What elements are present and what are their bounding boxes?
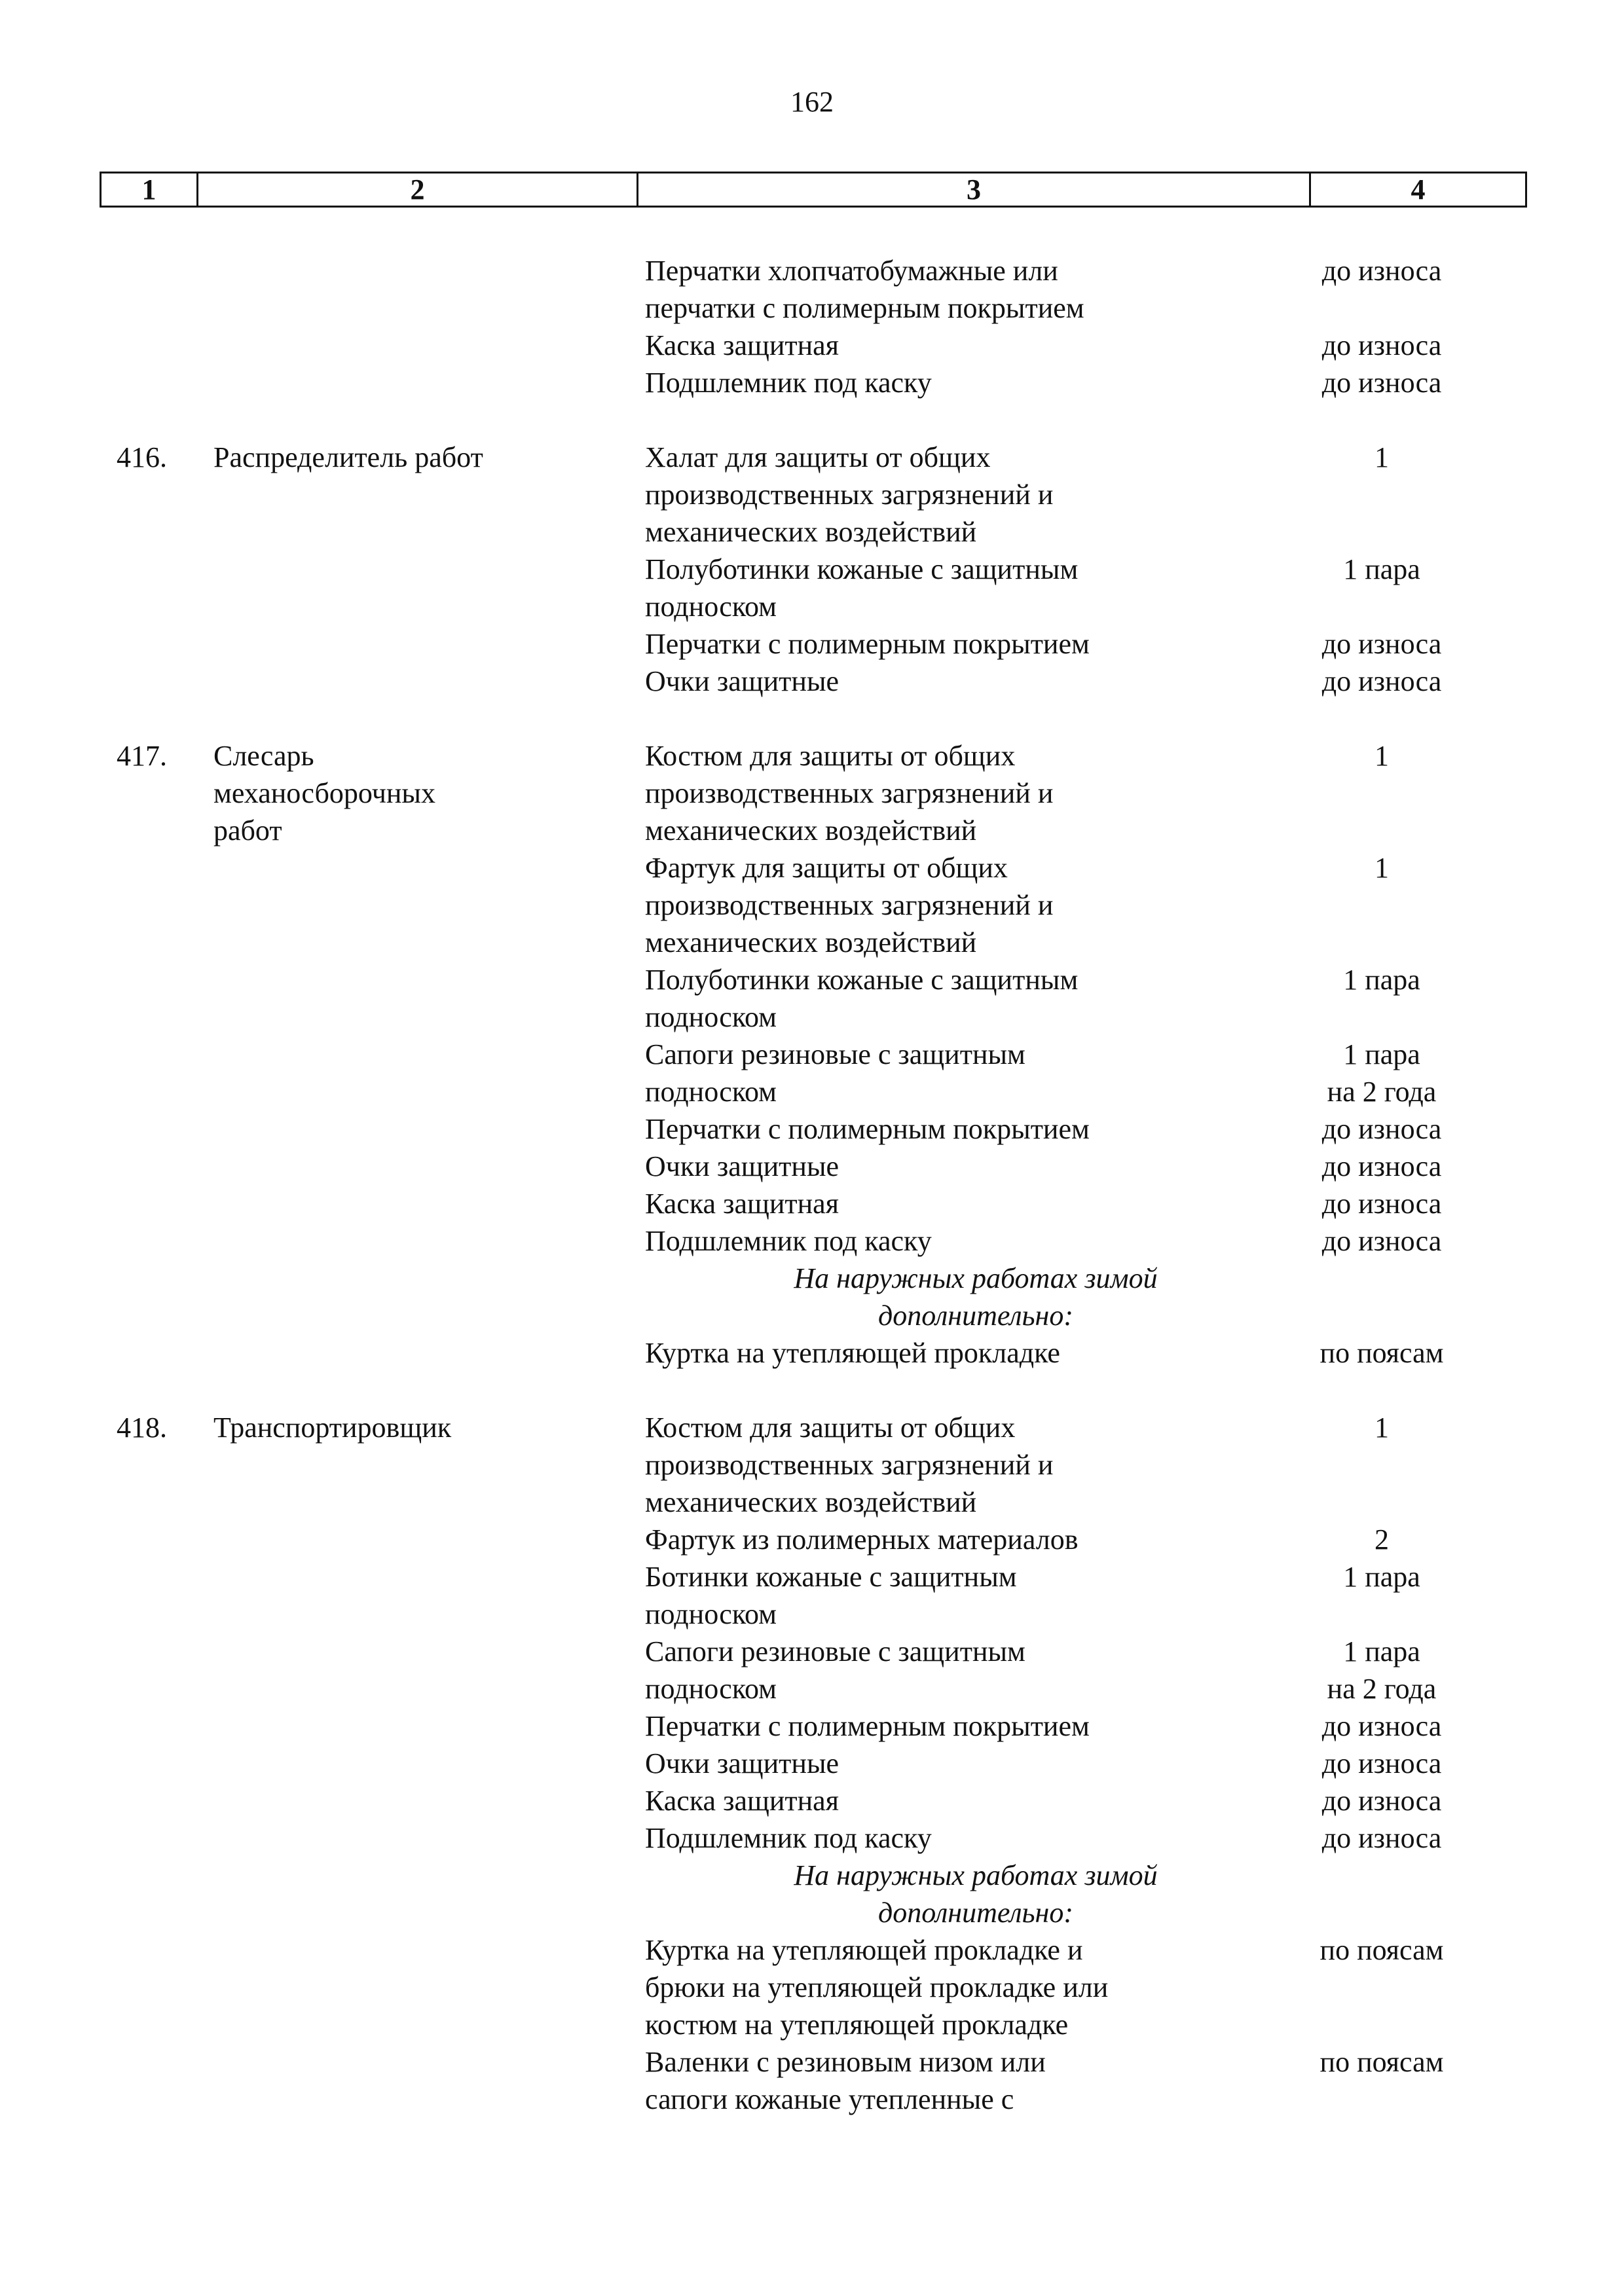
- ppe-norm-line: до износа: [1321, 665, 1442, 697]
- note-line: дополнительно:: [877, 1897, 1074, 1929]
- ppe-name-line: Каска защитная: [645, 1785, 839, 1817]
- ppe-norm: [1261, 252, 1503, 327]
- ppe-norm-line: 1: [1375, 441, 1389, 473]
- ppe-item: [0, 849, 1624, 961]
- ppe-norm-line: 1 пара: [1343, 1635, 1420, 1667]
- ppe-name-line: производственных загрязнений и: [645, 777, 1054, 809]
- table-row: [0, 252, 1624, 401]
- ppe-norm: [1261, 1782, 1503, 1819]
- ppe-norm: [1261, 1558, 1503, 1633]
- ppe-name-line: брюки на утепляющей прокладке или: [645, 1971, 1109, 2003]
- column-header-2: 2: [198, 173, 638, 206]
- ppe-name-line: производственных загрязнений и: [645, 1449, 1054, 1481]
- ppe-norm: [1261, 1409, 1503, 1521]
- ppe-norm: [1261, 1185, 1503, 1222]
- note-line: На наружных работах зимой: [794, 1262, 1158, 1294]
- table-row: [0, 737, 1624, 1372]
- ppe-item: [0, 1148, 1624, 1185]
- ppe-name: [645, 1558, 1234, 1633]
- ppe-norm-line: до износа: [1321, 1113, 1442, 1145]
- ppe-name: [645, 252, 1234, 327]
- ppe-norm: [1261, 1745, 1503, 1782]
- ppe-name-line: Сапоги резиновые с защитным: [645, 1038, 1025, 1070]
- row-number: 416.: [117, 441, 167, 473]
- ppe-name-line: производственных загрязнений и: [645, 479, 1054, 511]
- ppe-norm: [1261, 1633, 1503, 1707]
- ppe-name-line: Куртка на утепляющей прокладке: [645, 1337, 1060, 1369]
- ppe-name-line: Ботинки кожаные с защитным: [645, 1561, 1017, 1593]
- ppe-norm-line: 1: [1375, 740, 1389, 772]
- occupation-line: работ: [213, 814, 282, 847]
- ppe-item: [0, 252, 1624, 327]
- ppe-norm-line: до износа: [1321, 329, 1442, 361]
- ppe-norm-line: на 2 года: [1327, 1076, 1437, 1108]
- ppe-norm-line: на 2 года: [1327, 1673, 1437, 1705]
- occupation-name: [213, 737, 554, 849]
- ppe-norm-line: до износа: [1321, 628, 1442, 660]
- ppe-name-line: подноском: [645, 591, 777, 623]
- ppe-name-line: подноском: [645, 1673, 777, 1705]
- ppe-name: [645, 2043, 1234, 2118]
- ppe-name-line: подноском: [645, 1076, 777, 1108]
- ppe-norm: [1261, 551, 1503, 625]
- ppe-name: [645, 327, 1234, 364]
- ppe-norm: [1261, 327, 1503, 364]
- ppe-name: [645, 1707, 1234, 1745]
- ppe-name-line: механических воздействий: [645, 516, 977, 548]
- ppe-name-line: подноском: [645, 1598, 777, 1630]
- ppe-name: [645, 625, 1234, 663]
- ppe-name-line: Подшлемник под каску: [645, 367, 932, 399]
- ppe-name: [645, 1521, 1234, 1558]
- ppe-name: [645, 551, 1234, 625]
- ppe-norm: [1261, 961, 1503, 1036]
- ppe-norm-line: 1 пара: [1343, 1038, 1420, 1070]
- ppe-norm: [1261, 625, 1503, 663]
- ppe-name-line: сапоги кожаные утепленные с: [645, 2083, 1014, 2115]
- ppe-name: [645, 1334, 1234, 1372]
- ppe-norm-line: до износа: [1321, 1747, 1442, 1779]
- ppe-name-line: Очки защитные: [645, 1747, 840, 1779]
- ppe-norm-line: до износа: [1321, 1225, 1442, 1257]
- ppe-name: [645, 1782, 1234, 1819]
- ppe-name-line: Костюм для защиты от общих: [645, 740, 1016, 772]
- ppe-norm-line: до износа: [1321, 367, 1442, 399]
- ppe-name: [645, 1633, 1234, 1707]
- column-header-4: 4: [1411, 173, 1426, 206]
- ppe-name-line: Подшлемник под каску: [645, 1822, 932, 1854]
- ppe-name-line: Перчатки с полимерным покрытием: [645, 1113, 1090, 1145]
- ppe-item: [0, 2043, 1624, 2118]
- ppe-name-line: механических воздействий: [645, 814, 977, 847]
- ppe-norm: [1261, 1036, 1503, 1110]
- ppe-norm: [1261, 364, 1503, 401]
- ppe-norm-line: 2: [1375, 1523, 1389, 1556]
- ppe-norm-line: 1: [1375, 1412, 1389, 1444]
- ppe-name-line: подноском: [645, 1001, 777, 1033]
- ppe-item: [0, 663, 1624, 700]
- ppe-item: [0, 961, 1624, 1036]
- ppe-item: [0, 1819, 1624, 1857]
- ppe-norm-line: до износа: [1321, 1785, 1442, 1817]
- ppe-norm-line: 1 пара: [1343, 553, 1420, 585]
- ppe-norm: [1261, 2043, 1503, 2118]
- occupation-line: Транспортировщик: [213, 1412, 452, 1444]
- table-header: [100, 172, 1527, 208]
- ppe-item: [0, 1036, 1624, 1110]
- note-line: дополнительно:: [877, 1300, 1074, 1332]
- ppe-name-line: Перчатки с полимерным покрытием: [645, 1710, 1090, 1742]
- column-header-1: 1: [101, 173, 198, 206]
- ppe-item: [0, 1521, 1624, 1558]
- occupation-line: Слесарь: [213, 740, 314, 772]
- ppe-item: [0, 364, 1624, 401]
- ppe-name-line: Подшлемник под каску: [645, 1225, 932, 1257]
- ppe-name-line: механических воздействий: [645, 926, 977, 958]
- ppe-norm-line: по поясам: [1320, 2046, 1444, 2078]
- ppe-name-line: Очки защитные: [645, 665, 840, 697]
- ppe-item: [0, 1558, 1624, 1633]
- column-header-3: 3: [638, 173, 1311, 206]
- section-note: [760, 1857, 1192, 1931]
- ppe-name: [645, 849, 1234, 961]
- note-line: На наружных работах зимой: [794, 1859, 1158, 1891]
- ppe-name-line: механических воздействий: [645, 1486, 977, 1518]
- ppe-name-line: перчатки с полимерным покрытием: [645, 292, 1084, 324]
- ppe-item: [0, 1222, 1624, 1260]
- ppe-name: [645, 1745, 1234, 1782]
- ppe-item: [0, 1334, 1624, 1372]
- ppe-item: [0, 1110, 1624, 1148]
- ppe-name: [645, 1185, 1234, 1222]
- ppe-item: [0, 625, 1624, 663]
- ppe-name: [645, 1148, 1234, 1185]
- ppe-norm: [1261, 1222, 1503, 1260]
- ppe-name: [645, 737, 1234, 849]
- ppe-norm-line: до износа: [1321, 1822, 1442, 1854]
- table-row: [0, 1409, 1624, 2118]
- occupation-line: механосборочных: [213, 777, 435, 809]
- ppe-norm: [1261, 1521, 1503, 1558]
- ppe-norm-line: до износа: [1321, 255, 1442, 287]
- ppe-name-line: Перчатки хлопчатобумажные или: [645, 255, 1058, 287]
- ppe-name-line: Халат для защиты от общих: [645, 441, 991, 473]
- row-number: 418.: [117, 1412, 167, 1444]
- ppe-norm-line: до износа: [1321, 1188, 1442, 1220]
- ppe-norm-line: 1 пара: [1343, 964, 1420, 996]
- ppe-name-line: Валенки с резиновым низом или: [645, 2046, 1046, 2078]
- ppe-norm: [1261, 1148, 1503, 1185]
- ppe-name-line: костюм на утепляющей прокладке: [645, 2009, 1069, 2041]
- occupation-line: Распределитель работ: [213, 441, 483, 473]
- ppe-name: [645, 364, 1234, 401]
- ppe-name: [645, 1222, 1234, 1260]
- ppe-name: [645, 1819, 1234, 1857]
- row-number: 417.: [117, 740, 167, 772]
- ppe-name-line: Сапоги резиновые с защитным: [645, 1635, 1025, 1667]
- ppe-name-line: Очки защитные: [645, 1150, 840, 1182]
- ppe-name-line: Каска защитная: [645, 329, 839, 361]
- occupation-name: [213, 1409, 554, 1446]
- ppe-item: [0, 1707, 1624, 1745]
- ppe-item: [0, 327, 1624, 364]
- ppe-name-line: Каска защитная: [645, 1188, 839, 1220]
- ppe-name: [645, 663, 1234, 700]
- ppe-item: [0, 1782, 1624, 1819]
- ppe-norm: [1261, 1819, 1503, 1857]
- ppe-name: [645, 1036, 1234, 1110]
- ppe-norm-line: до износа: [1321, 1150, 1442, 1182]
- ppe-item: [0, 551, 1624, 625]
- ppe-name: [645, 439, 1234, 551]
- ppe-item: [0, 1633, 1624, 1707]
- table-body: [0, 252, 1624, 2118]
- ppe-name: [645, 1931, 1234, 2043]
- ppe-norm: [1261, 439, 1503, 551]
- ppe-name-line: Костюм для защиты от общих: [645, 1412, 1016, 1444]
- ppe-norm: [1261, 663, 1503, 700]
- section-note: [760, 1260, 1192, 1334]
- ppe-name: [645, 1110, 1234, 1148]
- ppe-name-line: Перчатки с полимерным покрытием: [645, 628, 1090, 660]
- page-number: 162: [790, 86, 834, 118]
- ppe-item: [0, 1185, 1624, 1222]
- ppe-norm-line: по поясам: [1320, 1337, 1444, 1369]
- ppe-norm-line: по поясам: [1320, 1934, 1444, 1966]
- ppe-norm-line: 1: [1375, 852, 1389, 884]
- occupation-name: [213, 439, 554, 476]
- ppe-norm-line: 1 пара: [1343, 1561, 1420, 1593]
- ppe-norm: [1261, 1334, 1503, 1372]
- ppe-item: [0, 1745, 1624, 1782]
- ppe-norm: [1261, 1931, 1503, 2043]
- ppe-name-line: производственных загрязнений и: [645, 889, 1054, 921]
- ppe-norm: [1261, 849, 1503, 961]
- ppe-name-line: Фартук из полимерных материалов: [645, 1523, 1079, 1556]
- ppe-norm: [1261, 1707, 1503, 1745]
- ppe-norm: [1261, 1110, 1503, 1148]
- ppe-name: [645, 1409, 1234, 1521]
- ppe-norm-line: до износа: [1321, 1710, 1442, 1742]
- ppe-name-line: Полуботинки кожаные с защитным: [645, 553, 1079, 585]
- ppe-name-line: Полуботинки кожаные с защитным: [645, 964, 1079, 996]
- ppe-item: [0, 1931, 1624, 2043]
- ppe-name-line: Фартук для защиты от общих: [645, 852, 1008, 884]
- ppe-name-line: Куртка на утепляющей прокладке и: [645, 1934, 1083, 1966]
- ppe-name: [645, 961, 1234, 1036]
- ppe-norm: [1261, 737, 1503, 849]
- table-row: [0, 439, 1624, 700]
